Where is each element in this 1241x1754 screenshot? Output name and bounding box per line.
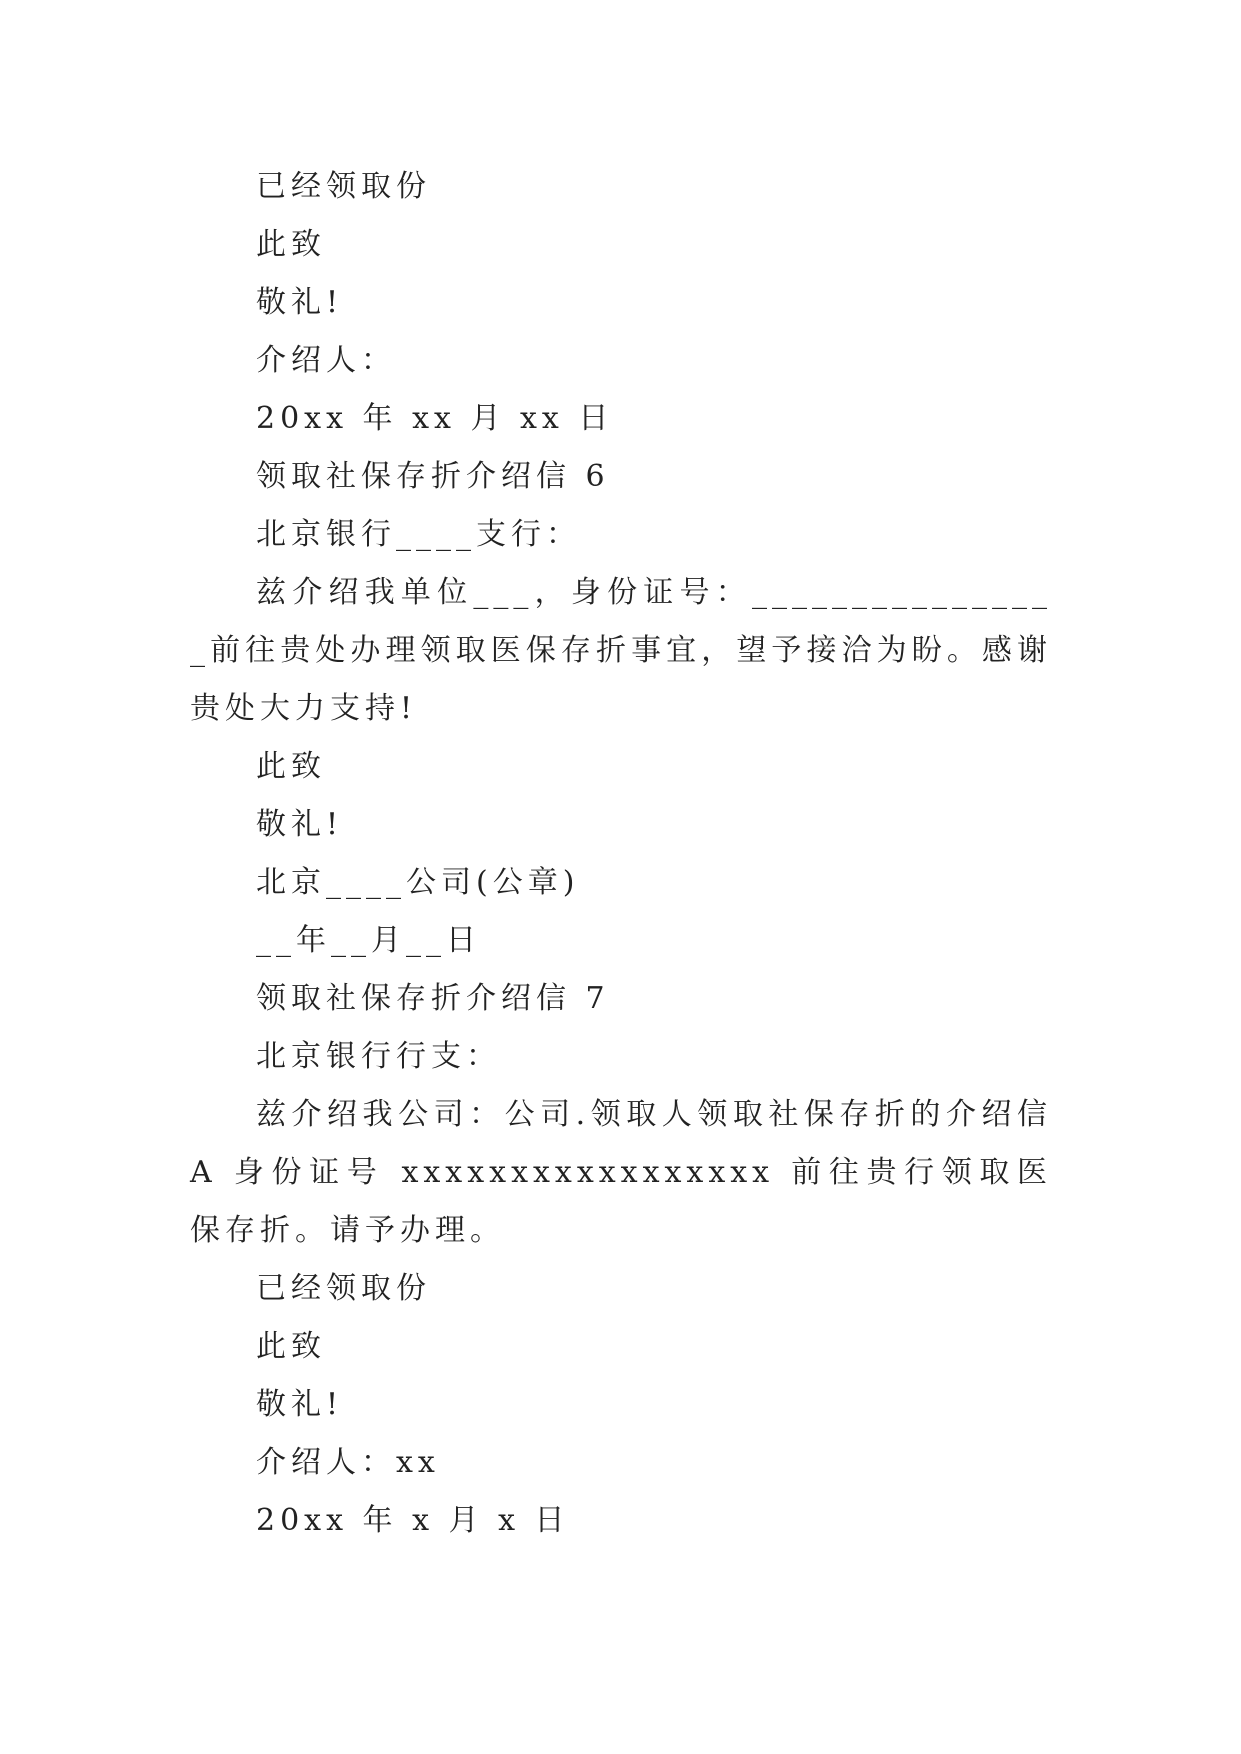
regards-line: 敬礼! [256, 1387, 344, 1422]
addressee-line: 北京银行行支： [256, 1039, 501, 1074]
letter-heading-7: 领取社保存折介绍信 7 [256, 981, 610, 1016]
salutation-line: 此致 [256, 1329, 326, 1364]
date-line: __年__月__日 [256, 923, 481, 958]
received-count-line: 已经领取份 [256, 1271, 431, 1306]
addressee-line: 北京银行____支行： [256, 517, 581, 552]
date-line: 20xx 年 x 月 x 日 [256, 1503, 570, 1538]
regards-line: 敬礼! [256, 285, 344, 320]
introducer-line: 介绍人：xx [256, 1445, 440, 1480]
introducer-line: 介绍人： [256, 343, 396, 378]
salutation-line: 此致 [256, 227, 326, 262]
letter-body [190, 158, 1052, 1550]
date-line: 20xx 年 xx 月 xx 日 [256, 401, 614, 436]
salutation-line: 此致 [256, 749, 326, 784]
company-seal-line: 北京____公司(公章) [256, 865, 580, 900]
body-paragraph: 兹介绍我单位___，身份证号：________________前往贵处办理领取医保存折事宜，望予接洽为盼。感谢贵处大力支持! [190, 575, 1052, 726]
body-paragraph: 兹介绍我公司：公司.领取人领取社保存折的介绍信 A 身份证号 xxxxxxxxxxxxxxxxx 前往贵行领取医保存折。请予办理。 [190, 1097, 1052, 1248]
received-count-line: 已经领取份 [256, 169, 431, 204]
regards-line: 敬礼! [256, 807, 344, 842]
letter-heading-6: 领取社保存折介绍信 6 [256, 459, 610, 494]
